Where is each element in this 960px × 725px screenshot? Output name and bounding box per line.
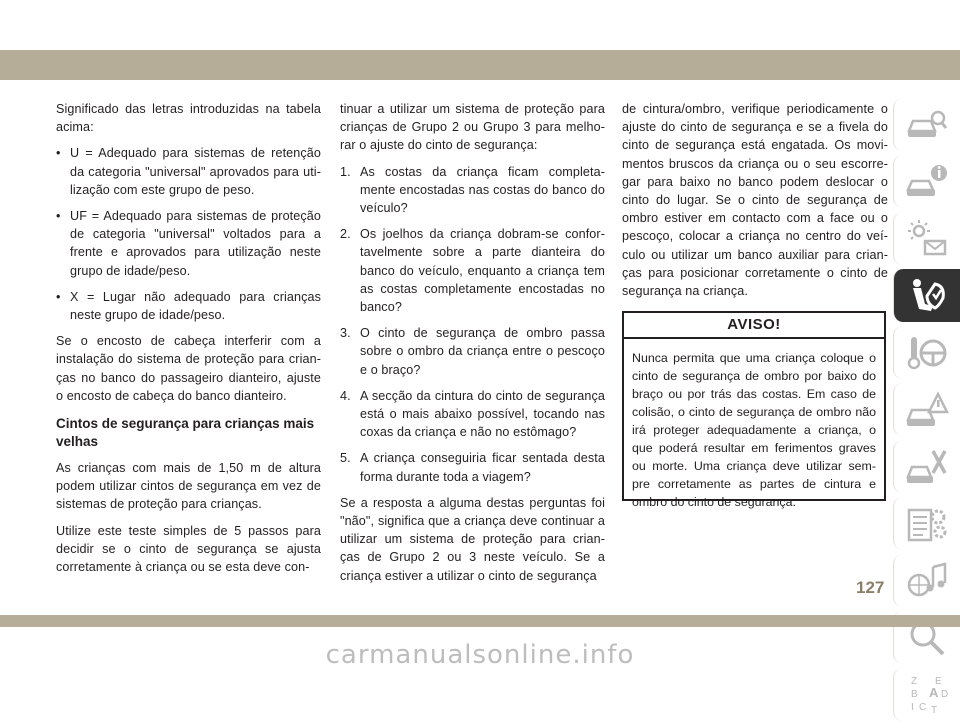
car-tools-icon xyxy=(905,445,949,489)
bullet-glyph: • xyxy=(56,289,61,304)
step-number: 1. xyxy=(340,164,351,179)
conclusion-paragraph: Se a resposta a alguma destas perguntas foi "não", significa que a criança deve continuar a utilizar um sistema de proteção para crian- ças de Grupo 2 ou 3 neste veículo. Se a criança estiver a utilizar o cinto de segurança xyxy=(340,495,605,583)
headrest-paragraph: Se o encosto de cabeça interferir com a instalação do sistema de proteção para crian- ças no banco do passageiro dianteiro, ajuste o encosto de cabeça do banco dianteiro. xyxy=(56,334,321,403)
continuation-paragraph: de cintura/ombro, verifique periodicamente o ajuste do cinto de segurança e se a fivela do cinto de segurança está engatada. Os movi- mentos bruscos da criança ou o seu escorre- gar para baixo no banco podem deslocar o cinto do lugar. Se o cinto de segurança de ombro estiver em contacto com a face ou o pescoço, colocar a criança no centro do veí- culo ou utilizar um banco auxiliar para crian- ças para posicionar corretamente o cinto de segurança na criança. xyxy=(622,102,888,299)
step-item xyxy=(340,324,605,379)
bullet-glyph: • xyxy=(56,209,61,224)
tab-music-navigation[interactable] xyxy=(893,554,960,607)
index-letter: B xyxy=(911,688,918,700)
index-letter: E xyxy=(935,675,942,687)
bullet-item xyxy=(56,288,321,324)
step-number: 3. xyxy=(340,326,351,341)
key-steering-icon xyxy=(905,331,949,375)
step-item xyxy=(340,387,605,442)
tab-car-search[interactable] xyxy=(893,98,960,151)
footer-band xyxy=(0,615,960,627)
bullet-item xyxy=(56,207,321,280)
bullet-text: UF = Adequado para sistemas de proteção de categoria "universal" voltados para a frente e aprovados para utilização neste grupo de idade/peso. xyxy=(70,209,321,278)
warning-title: AVISO! xyxy=(624,313,884,339)
tab-car-tools[interactable] xyxy=(893,440,960,493)
column-left xyxy=(56,100,321,584)
tab-alphabet-index[interactable] xyxy=(893,668,960,721)
step-text: As costas da criança ficam completa- mente encostadas nas costas do banco do veículo? xyxy=(360,164,605,216)
seat-safety-icon xyxy=(905,274,949,318)
warning-box xyxy=(622,311,886,509)
step-item xyxy=(340,449,605,485)
step-text: A criança conseguiria ficar sentada desta forma durante toda a viagem? xyxy=(360,451,605,484)
index-letter: T xyxy=(931,704,938,716)
continued-paragraph: tinuar a utilizar um sistema de proteção para crianças de Grupo 2 ou Grupo 3 para melho- rar o ajuste do cinto de segurança: xyxy=(340,102,605,153)
intro-paragraph: Significado das letras introduzidas na tabela acima: xyxy=(56,102,321,135)
tab-list-gears[interactable] xyxy=(893,497,960,550)
alphabet-index-icon xyxy=(905,673,949,717)
test-paragraph: Utilize este teste simples de 5 passos para decidir se o cinto de segurança se ajusta corretamente à criança ou se esta deve con- xyxy=(56,523,321,575)
index-letter: A xyxy=(929,684,939,700)
chapter-tabs xyxy=(893,98,960,725)
section-heading: Cintos de segurança para crianças mais velhas xyxy=(56,416,315,450)
page-number: 127 xyxy=(856,578,885,597)
bullet-glyph: • xyxy=(56,146,61,161)
list-gears-icon xyxy=(905,502,949,546)
bullet-item xyxy=(56,144,321,199)
tab-car-info[interactable] xyxy=(893,155,960,208)
index-letter: Z xyxy=(911,675,918,687)
index-letter: C xyxy=(919,701,927,713)
step-text: O cinto de segurança de ombro passa sobre o ombro da criança entre o pescoço e o braço? xyxy=(360,326,605,377)
tab-seat-safety[interactable] xyxy=(893,269,960,322)
bullet-text: U = Adequado para sistemas de retenção da categoria "universal" aprovados para uti- lização com este grupo de peso. xyxy=(70,146,321,197)
car-search-icon xyxy=(905,103,949,147)
tab-warning-car[interactable] xyxy=(893,383,960,436)
lights-message-icon xyxy=(905,217,949,261)
column-middle xyxy=(340,100,605,593)
age-paragraph: As crianças com mais de 1,50 m de altura podem utilizar cintos de segurança em vez de sistemas de proteção para crianças. xyxy=(56,461,321,512)
bullet-text: X = Lugar não adequado para crianças neste grupo de idade/peso. xyxy=(70,289,321,323)
tab-lights-message[interactable] xyxy=(893,212,960,265)
step-text: A secção da cintura do cinto de segurança está o mais abaixo possível, tocando nas coxas da criança e não no estômago? xyxy=(360,388,605,440)
column-right xyxy=(622,100,888,308)
index-letter: I xyxy=(911,701,914,713)
car-info-icon xyxy=(905,160,949,204)
step-item xyxy=(340,225,605,316)
warning-triangle-car-icon xyxy=(905,388,949,432)
step-number: 2. xyxy=(340,227,351,242)
tab-key-steering[interactable] xyxy=(893,326,960,379)
step-item xyxy=(340,163,605,218)
step-number: 5. xyxy=(340,451,351,466)
music-navigation-icon xyxy=(905,559,949,603)
header-band xyxy=(0,50,960,80)
step-number: 4. xyxy=(340,388,351,403)
warning-text: Nunca permita que uma criança coloque o cinto de segurança de ombro por baixo do braço ou por trás das costas. Em caso de colisão, o cinto de segurança de ombro não irá proteger adequadamente a criança, o que poderá resultar em ferimentos graves ou morte. Uma criança deve utilizar sem- pre corretamente as partes de cintura e ombro do cinto de segurança. xyxy=(632,351,876,509)
index-letter: D xyxy=(941,688,949,700)
step-text: Os joelhos da criança dobram-se confor- tavelmente sobre a parte dianteira do banco do veículo, enquanto a criança tem as costas completamente encostadas no banco? xyxy=(360,227,605,315)
watermark[interactable]: carmanualsonline.info xyxy=(325,640,635,670)
